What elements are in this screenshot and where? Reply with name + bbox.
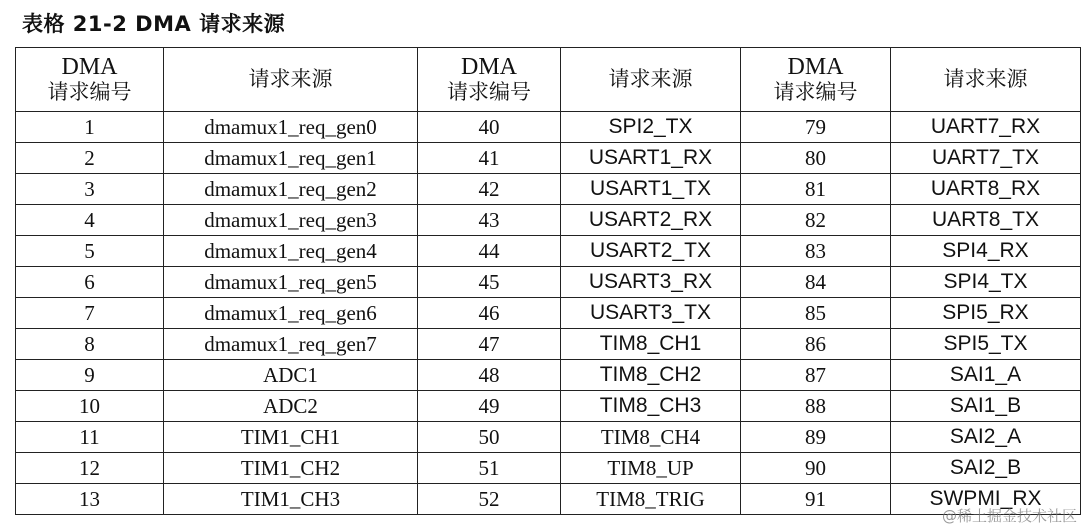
header-row (16, 48, 1081, 112)
source-cell: SAI1_B (891, 391, 1081, 422)
dma-id-cell: 52 (418, 484, 561, 515)
table-row (16, 236, 1081, 267)
header-source-2: 请求来源 (561, 48, 741, 112)
dma-id-cell: 49 (418, 391, 561, 422)
dma-id-cell: 89 (741, 422, 891, 453)
source-cell: TIM1_CH3 (164, 484, 418, 515)
source-cell: ADC2 (164, 391, 418, 422)
dma-id-cell: 3 (16, 174, 164, 205)
source-cell: UART8_TX (891, 205, 1081, 236)
source-cell: SAI2_A (891, 422, 1081, 453)
dma-id-cell: 91 (741, 484, 891, 515)
dma-id-cell: 11 (16, 422, 164, 453)
table-row (16, 391, 1081, 422)
dma-id-cell: 43 (418, 205, 561, 236)
source-cell: dmamux1_req_gen1 (164, 143, 418, 174)
source-cell: dmamux1_req_gen6 (164, 298, 418, 329)
dma-id-cell: 84 (741, 267, 891, 298)
table-caption: 表格 21-2 DMA 请求来源 (22, 12, 286, 36)
source-cell: TIM8_CH2 (561, 360, 741, 391)
dma-id-cell: 45 (418, 267, 561, 298)
source-cell: TIM8_CH3 (561, 391, 741, 422)
dma-id-cell: 8 (16, 329, 164, 360)
dma-id-cell: 85 (741, 298, 891, 329)
source-cell: SPI2_TX (561, 112, 741, 143)
header-dma-id-1: DMA 请求编号 (16, 48, 164, 112)
source-cell: USART1_TX (561, 174, 741, 205)
dma-id-cell: 5 (16, 236, 164, 267)
source-cell: TIM8_CH1 (561, 329, 741, 360)
dma-id-cell: 40 (418, 112, 561, 143)
source-cell: SPI4_RX (891, 236, 1081, 267)
source-cell: dmamux1_req_gen0 (164, 112, 418, 143)
table-row (16, 267, 1081, 298)
table-row (16, 298, 1081, 329)
source-cell: UART7_RX (891, 112, 1081, 143)
table-row (16, 143, 1081, 174)
dma-id-cell: 48 (418, 360, 561, 391)
source-cell: SPI5_TX (891, 329, 1081, 360)
source-cell: TIM1_CH2 (164, 453, 418, 484)
table-row (16, 360, 1081, 391)
dma-id-cell: 46 (418, 298, 561, 329)
dma-id-cell: 42 (418, 174, 561, 205)
dma-id-cell: 7 (16, 298, 164, 329)
dma-id-cell: 1 (16, 112, 164, 143)
source-cell: SWPMI_RX (891, 484, 1081, 515)
table-body (16, 112, 1081, 515)
dma-id-cell: 2 (16, 143, 164, 174)
source-cell: SAI2_B (891, 453, 1081, 484)
dma-id-cell: 44 (418, 236, 561, 267)
source-cell: SPI4_TX (891, 267, 1081, 298)
header-source-1: 请求来源 (164, 48, 418, 112)
dma-id-cell: 6 (16, 267, 164, 298)
table-row (16, 453, 1081, 484)
dma-id-cell: 87 (741, 360, 891, 391)
source-cell: dmamux1_req_gen3 (164, 205, 418, 236)
table-row (16, 484, 1081, 515)
dma-id-cell: 10 (16, 391, 164, 422)
dma-id-cell: 50 (418, 422, 561, 453)
dma-id-cell: 12 (16, 453, 164, 484)
dma-id-cell: 41 (418, 143, 561, 174)
header-source-3: 请求来源 (891, 48, 1081, 112)
dma-id-cell: 47 (418, 329, 561, 360)
table-row (16, 112, 1081, 143)
dma-id-cell: 4 (16, 205, 164, 236)
table-row (16, 329, 1081, 360)
source-cell: dmamux1_req_gen2 (164, 174, 418, 205)
source-cell: SAI1_A (891, 360, 1081, 391)
dma-id-cell: 82 (741, 205, 891, 236)
source-cell: USART3_TX (561, 298, 741, 329)
source-cell: USART1_RX (561, 143, 741, 174)
dma-id-cell: 86 (741, 329, 891, 360)
dma-id-cell: 81 (741, 174, 891, 205)
source-cell: dmamux1_req_gen7 (164, 329, 418, 360)
source-cell: UART8_RX (891, 174, 1081, 205)
dma-id-cell: 13 (16, 484, 164, 515)
dma-id-cell: 83 (741, 236, 891, 267)
header-dma-id-3: DMA 请求编号 (741, 48, 891, 112)
source-cell: USART2_RX (561, 205, 741, 236)
source-cell: USART2_TX (561, 236, 741, 267)
source-cell: USART3_RX (561, 267, 741, 298)
header-dma-id-2: DMA 请求编号 (418, 48, 561, 112)
dma-id-cell: 80 (741, 143, 891, 174)
dma-id-cell: 90 (741, 453, 891, 484)
table-row (16, 174, 1081, 205)
source-cell: TIM8_TRIG (561, 484, 741, 515)
dma-id-cell: 79 (741, 112, 891, 143)
source-cell: dmamux1_req_gen5 (164, 267, 418, 298)
table-row (16, 205, 1081, 236)
source-cell: TIM8_CH4 (561, 422, 741, 453)
source-cell: ADC1 (164, 360, 418, 391)
dma-id-cell: 51 (418, 453, 561, 484)
table-row (16, 422, 1081, 453)
source-cell: UART7_TX (891, 143, 1081, 174)
dma-id-cell: 88 (741, 391, 891, 422)
source-cell: TIM8_UP (561, 453, 741, 484)
watermark: @稀土掘金技术社区 (941, 507, 1077, 525)
dma-id-cell: 9 (16, 360, 164, 391)
dma-request-table (15, 47, 1081, 515)
source-cell: TIM1_CH1 (164, 422, 418, 453)
source-cell: dmamux1_req_gen4 (164, 236, 418, 267)
source-cell: SPI5_RX (891, 298, 1081, 329)
